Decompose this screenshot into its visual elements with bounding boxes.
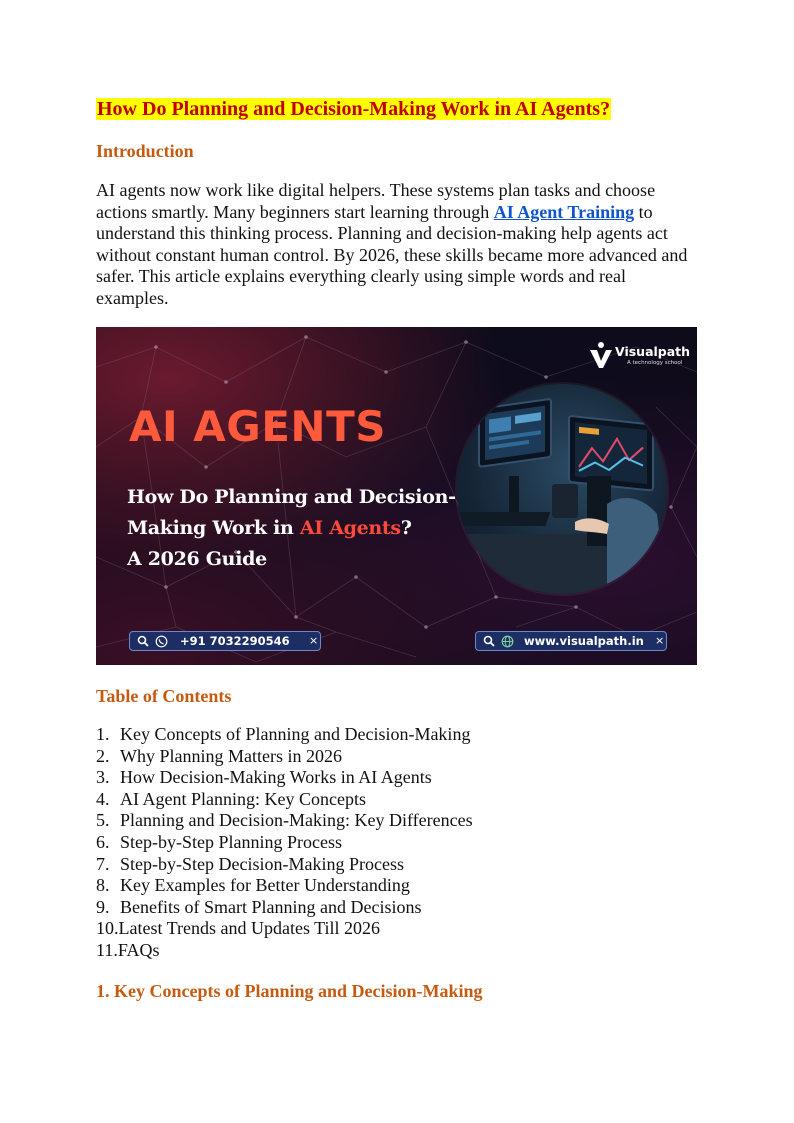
article-banner-image: [96, 327, 697, 665]
toc-item-number: 9.: [96, 896, 110, 917]
document-title-text: How Do Planning and Decision-Making Work in AI Agents?: [97, 98, 611, 120]
ai-agent-training-link[interactable]: AI Agent Training: [493, 201, 635, 222]
document-title: [96, 96, 611, 122]
toc-item-number: 8.: [96, 875, 110, 896]
visualpath-logo: [589, 341, 689, 371]
banner-subtitle: [127, 482, 457, 575]
toc-item-label: How Decision-Making Works in AI Agents: [120, 767, 432, 788]
toc-item: [96, 918, 473, 940]
phone-search-bar: [129, 631, 321, 651]
toc-item: [96, 940, 473, 962]
banner-subtitle-part1: How Do Planning and Decision-Making Work in: [127, 486, 456, 539]
toc-item: [96, 832, 473, 854]
search-icon: [137, 635, 149, 647]
toc-item-label: Latest Trends and Updates Till 2026: [118, 918, 381, 939]
phone-close-icon: ×: [309, 634, 319, 647]
toc-heading: Table of Contents: [96, 686, 232, 706]
logo-name: Visualpath: [615, 344, 691, 359]
website-close-icon: ×: [655, 634, 665, 647]
toc-item-label: Key Examples for Better Understanding: [120, 875, 410, 896]
website-url: www.visualpath.in: [524, 634, 644, 648]
toc-item: [96, 789, 473, 811]
whatsapp-icon: [155, 635, 168, 648]
toc-item-number: 10.: [96, 918, 119, 939]
toc-item: [96, 724, 473, 746]
section1-heading: 1. Key Concepts of Planning and Decision-Making: [96, 981, 483, 1001]
workstation-photo: [457, 384, 667, 594]
banner-big-title: AI AGENTS: [129, 402, 386, 451]
toc-item: [96, 875, 473, 897]
toc-item-number: 2.: [96, 745, 110, 766]
toc-item-label: Key Concepts of Planning and Decision-Making: [120, 724, 471, 744]
banner-subtitle-line3: A 2026 Guide: [127, 548, 267, 570]
banner-subtitle-accent: AI Agents: [299, 517, 401, 539]
intro-text-before: AI agents now work like digital helpers. These systems plan tasks and choose actions smartly. Many beginners start learning through: [96, 180, 656, 222]
search-icon: [483, 635, 495, 647]
monitor-illustration: [457, 384, 667, 594]
toc-item-number: 6.: [96, 831, 110, 852]
toc-item: [96, 746, 473, 768]
toc-item: [96, 897, 473, 919]
toc-item-label: Benefits of Smart Planning and Decisions: [120, 896, 422, 917]
toc-item-number: 11.: [96, 939, 118, 960]
logo-tagline: A technology school: [627, 360, 683, 366]
toc-item: [96, 854, 473, 876]
globe-icon: [501, 635, 514, 648]
toc-item-number: 3.: [96, 767, 110, 788]
toc-item-number: 5.: [96, 810, 110, 831]
intro-paragraph: [96, 180, 696, 310]
toc-item-label: FAQs: [117, 939, 160, 960]
toc-item-label: Step-by-Step Decision-Making Process: [120, 853, 404, 874]
toc-item-number: 4.: [96, 788, 110, 809]
toc-item-label: Planning and Decision-Making: Key Differences: [120, 810, 473, 831]
toc-item: [96, 810, 473, 832]
website-search-bar: [475, 631, 667, 651]
toc-item-label: Step-by-Step Planning Process: [120, 831, 342, 852]
toc-item: [96, 767, 473, 789]
intro-text-after: to understand this thinking process. Planning and decision-making help agents act without constant human control. By 2026, these skills became more advanced and safer. This article explains everything clearly using simple words and real examples.: [96, 201, 688, 308]
phone-number: +91 7032290546: [180, 634, 290, 648]
banner-subtitle-part2: ?: [400, 517, 412, 539]
toc-item-label: Why Planning Matters in 2026: [120, 745, 342, 766]
toc-item-label: AI Agent Planning: Key Concepts: [120, 788, 366, 809]
toc-item-number: 1.: [96, 724, 110, 744]
visualpath-logo-icon: [589, 341, 613, 369]
table-of-contents: [96, 724, 473, 962]
toc-item-number: 7.: [96, 853, 110, 874]
intro-heading: Introduction: [96, 141, 194, 161]
